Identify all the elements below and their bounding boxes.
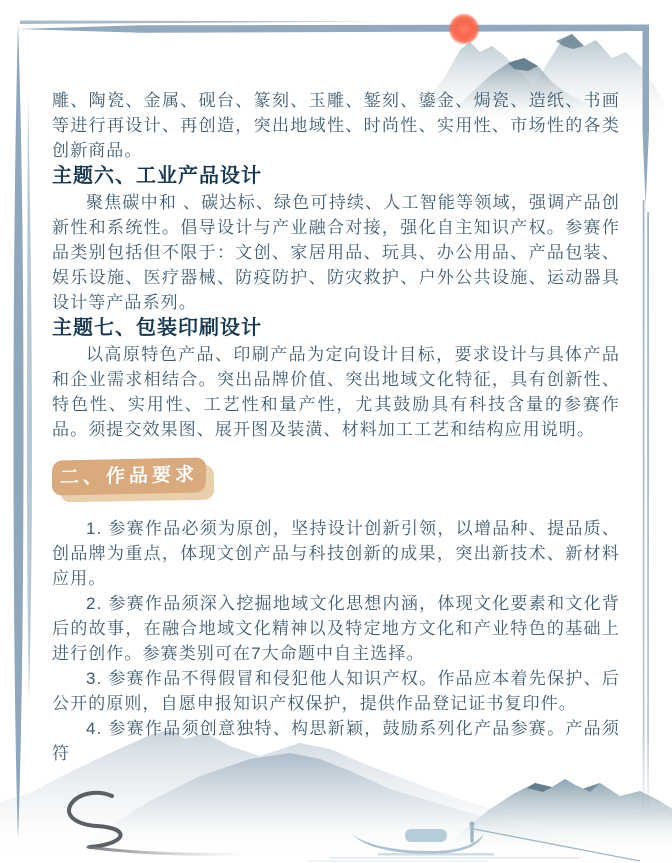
sun-icon: [448, 13, 480, 45]
requirement-item-3: 3. 参赛作品不得假冒和侵犯他人知识产权。作品应本着先保护、后公开的原则，自愿申报知识产权保护，提供作品登记证书复印件。: [52, 669, 620, 713]
requirement-item-4: 4. 参赛作品须创意独特、构思新颖，鼓励系列化产品参赛。产品须符: [52, 719, 620, 763]
frame-right-thin-line-1: [643, 200, 645, 822]
frame-right-bar: [643, 25, 650, 206]
frame-left-inner-stroke: [27, 95, 32, 700]
frame-top-thin-line: [20, 21, 382, 25]
badge-label: 二、作品要求: [59, 464, 199, 489]
intro-paragraph: 雕、陶瓷、金属、砚台、篆刻、玉雕、錾刻、鎏金、焗瓷、造纸、书画等进行再设计、再创造，突出地域性、时尚性、实用性、市场性的各类创新商品。: [52, 91, 620, 160]
theme-six-paragraph: 聚焦碳中和 、碳达标、绿色可持续、人工智能等领域，强调产品创新性和系统性。倡导设计与产业融合对接，强化自主知识产权。参赛作品类别包括但不限于：文创、家居用品、玩具、办公用品、产品包装、娱乐设施、医疗器械、防疫防护、防灾救护、户外公共设施、运动器具设计等产品系列。: [52, 193, 620, 312]
badge-label-plate: [52, 457, 206, 495]
frame-top-bar: [18, 25, 648, 33]
theme-seven-heading: 主题七、包装印刷设计: [52, 317, 262, 339]
requirement-item-2: 2. 参赛作品须深入挖掘地域文化思想内涵，体现文化要素和文化背后的故事，在融合地域文化精神以及特定地方文化和产业特色的基础上进行创作。参赛类别可在7大命题中自主选择。: [52, 594, 620, 663]
frame-right-thin-line-2: [647, 212, 649, 822]
frame-left-stroke: [14, 23, 24, 838]
requirement-item-1: 1. 参赛作品必须为原创，坚持设计创新引领，以增品种、提品质、创品牌为重点，体现文创产品与科技创新的成果，突出新技术、新材料应用。: [52, 519, 620, 588]
section-two-badge: [52, 458, 620, 500]
document-body: [52, 88, 620, 766]
theme-seven-paragraph: 以高原特色产品、印刷产品为定向设计目标，要求设计与具体产品和企业需求相结合。突出品牌价值、突出地域文化特征，具有创新性、特色性、实用性、工艺性和量产性，尤其鼓励具有科技含量的参赛作品。须提交效果图、展开图及装潢、材料加工工艺和结构应用说明。: [52, 345, 620, 439]
theme-six-heading: 主题六、工业产品设计: [52, 165, 262, 187]
